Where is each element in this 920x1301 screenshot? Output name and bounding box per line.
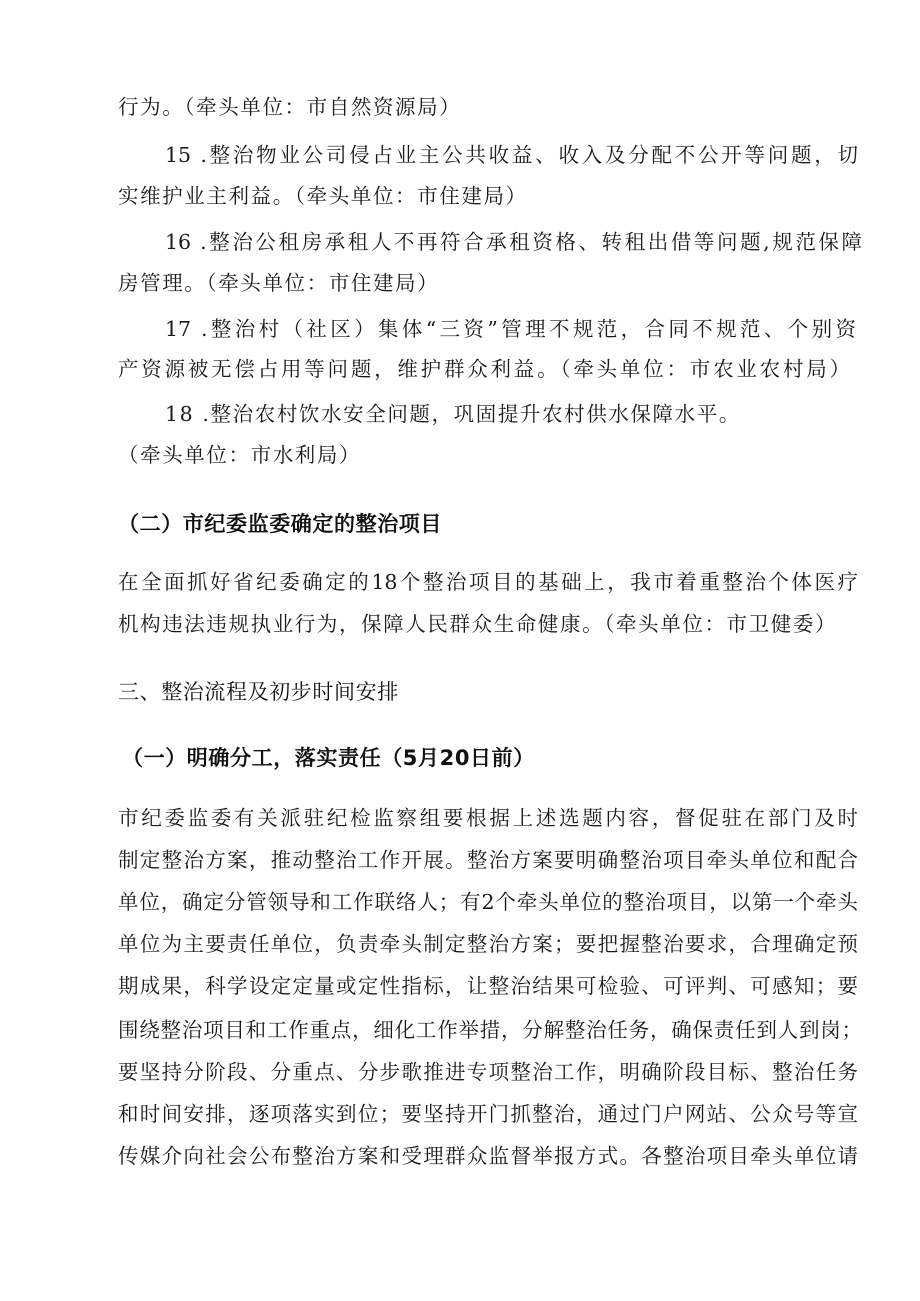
item-18-line-1: 18 .整治农村饮水安全问题，巩固提升农村供水保障水平。 — [165, 402, 741, 426]
item-16-line-1: 16 .整治公租房承租人不再符合承租资格、转租出借等问题,规范保障 — [165, 230, 862, 254]
item-18-line-2: （牵头单位：市水利局） — [118, 443, 362, 467]
section-three-heading: 三、整治流程及初步时间安排 — [118, 680, 399, 704]
item-14-tail-line: 行为。（牵头单位：市自然资源局） — [118, 95, 462, 119]
subsection-two-heading: （二）市纪委监委确定的整治项目 — [118, 512, 442, 536]
item-15-line-2: 实维护业主利益。（牵头单位：市住建局） — [118, 184, 528, 208]
item-17-line-2: 产资源被无偿占用等问题，维护群众利益。（牵头单位：市农业农村局） — [118, 357, 850, 381]
subsection-two-line-2: 机构违法违规执业行为，保障人民群众生命健康。（牵头单位：市卫健委） — [118, 612, 838, 636]
subsection-one-line-2: 制定整治方案，推动整治工作开展。整治方案要明确整治项目牵头单位和配合 — [118, 848, 858, 872]
item-16-line-2: 房管理。（牵头单位：市住建局） — [118, 271, 440, 295]
subsection-one-line-1: 市纪委监委有关派驻纪检监察组要根据上述选题内容，督促驻在部门及时 — [118, 806, 858, 830]
subsection-one-line-4: 单位为主要责任单位，负责牵头制定整治方案；要把握整治要求，合理确定预 — [118, 932, 858, 956]
item-15-line-1: 15 .整治物业公司侵占业主公共收益、收入及分配不公开等问题，切 — [165, 143, 858, 167]
subsection-one-line-3: 单位，确定分管领导和工作联络人；有2个牵头单位的整治项目，以第一个牵头 — [118, 890, 858, 914]
subsection-two-line-1: 在全面抓好省纪委确定的18个整治项目的基础上，我市着重整治个体医疗 — [118, 570, 858, 594]
subsection-one-heading: （一）明确分工，落实责任（5月20日前） — [122, 746, 535, 770]
subsection-one-line-9: 传媒介向社会公布整治方案和受理群众监督举报方式。各整治项目牵头单位请 — [118, 1144, 858, 1168]
subsection-one-line-5: 期成果，科学设定定量或定性指标，让整治结果可检验、可评判、可感知；要 — [118, 974, 858, 998]
subsection-one-line-6: 围绕整治项目和工作重点，细化工作举措，分解整治任务，确保责任到人到岗； — [118, 1018, 862, 1042]
subsection-one-line-8: 和时间安排，逐项落实到位；要坚持开门抓整治，通过门户网站、公众号等宣 — [118, 1102, 858, 1126]
subsection-one-line-7: 要坚持分阶段、分重点、分步歌推进专项整治工作，明确阶段目标、整治任务 — [118, 1060, 858, 1084]
item-17-line-1: 17 .整治村（社区）集体“三资”管理不规范，合同不规范、个别资 — [165, 317, 856, 341]
